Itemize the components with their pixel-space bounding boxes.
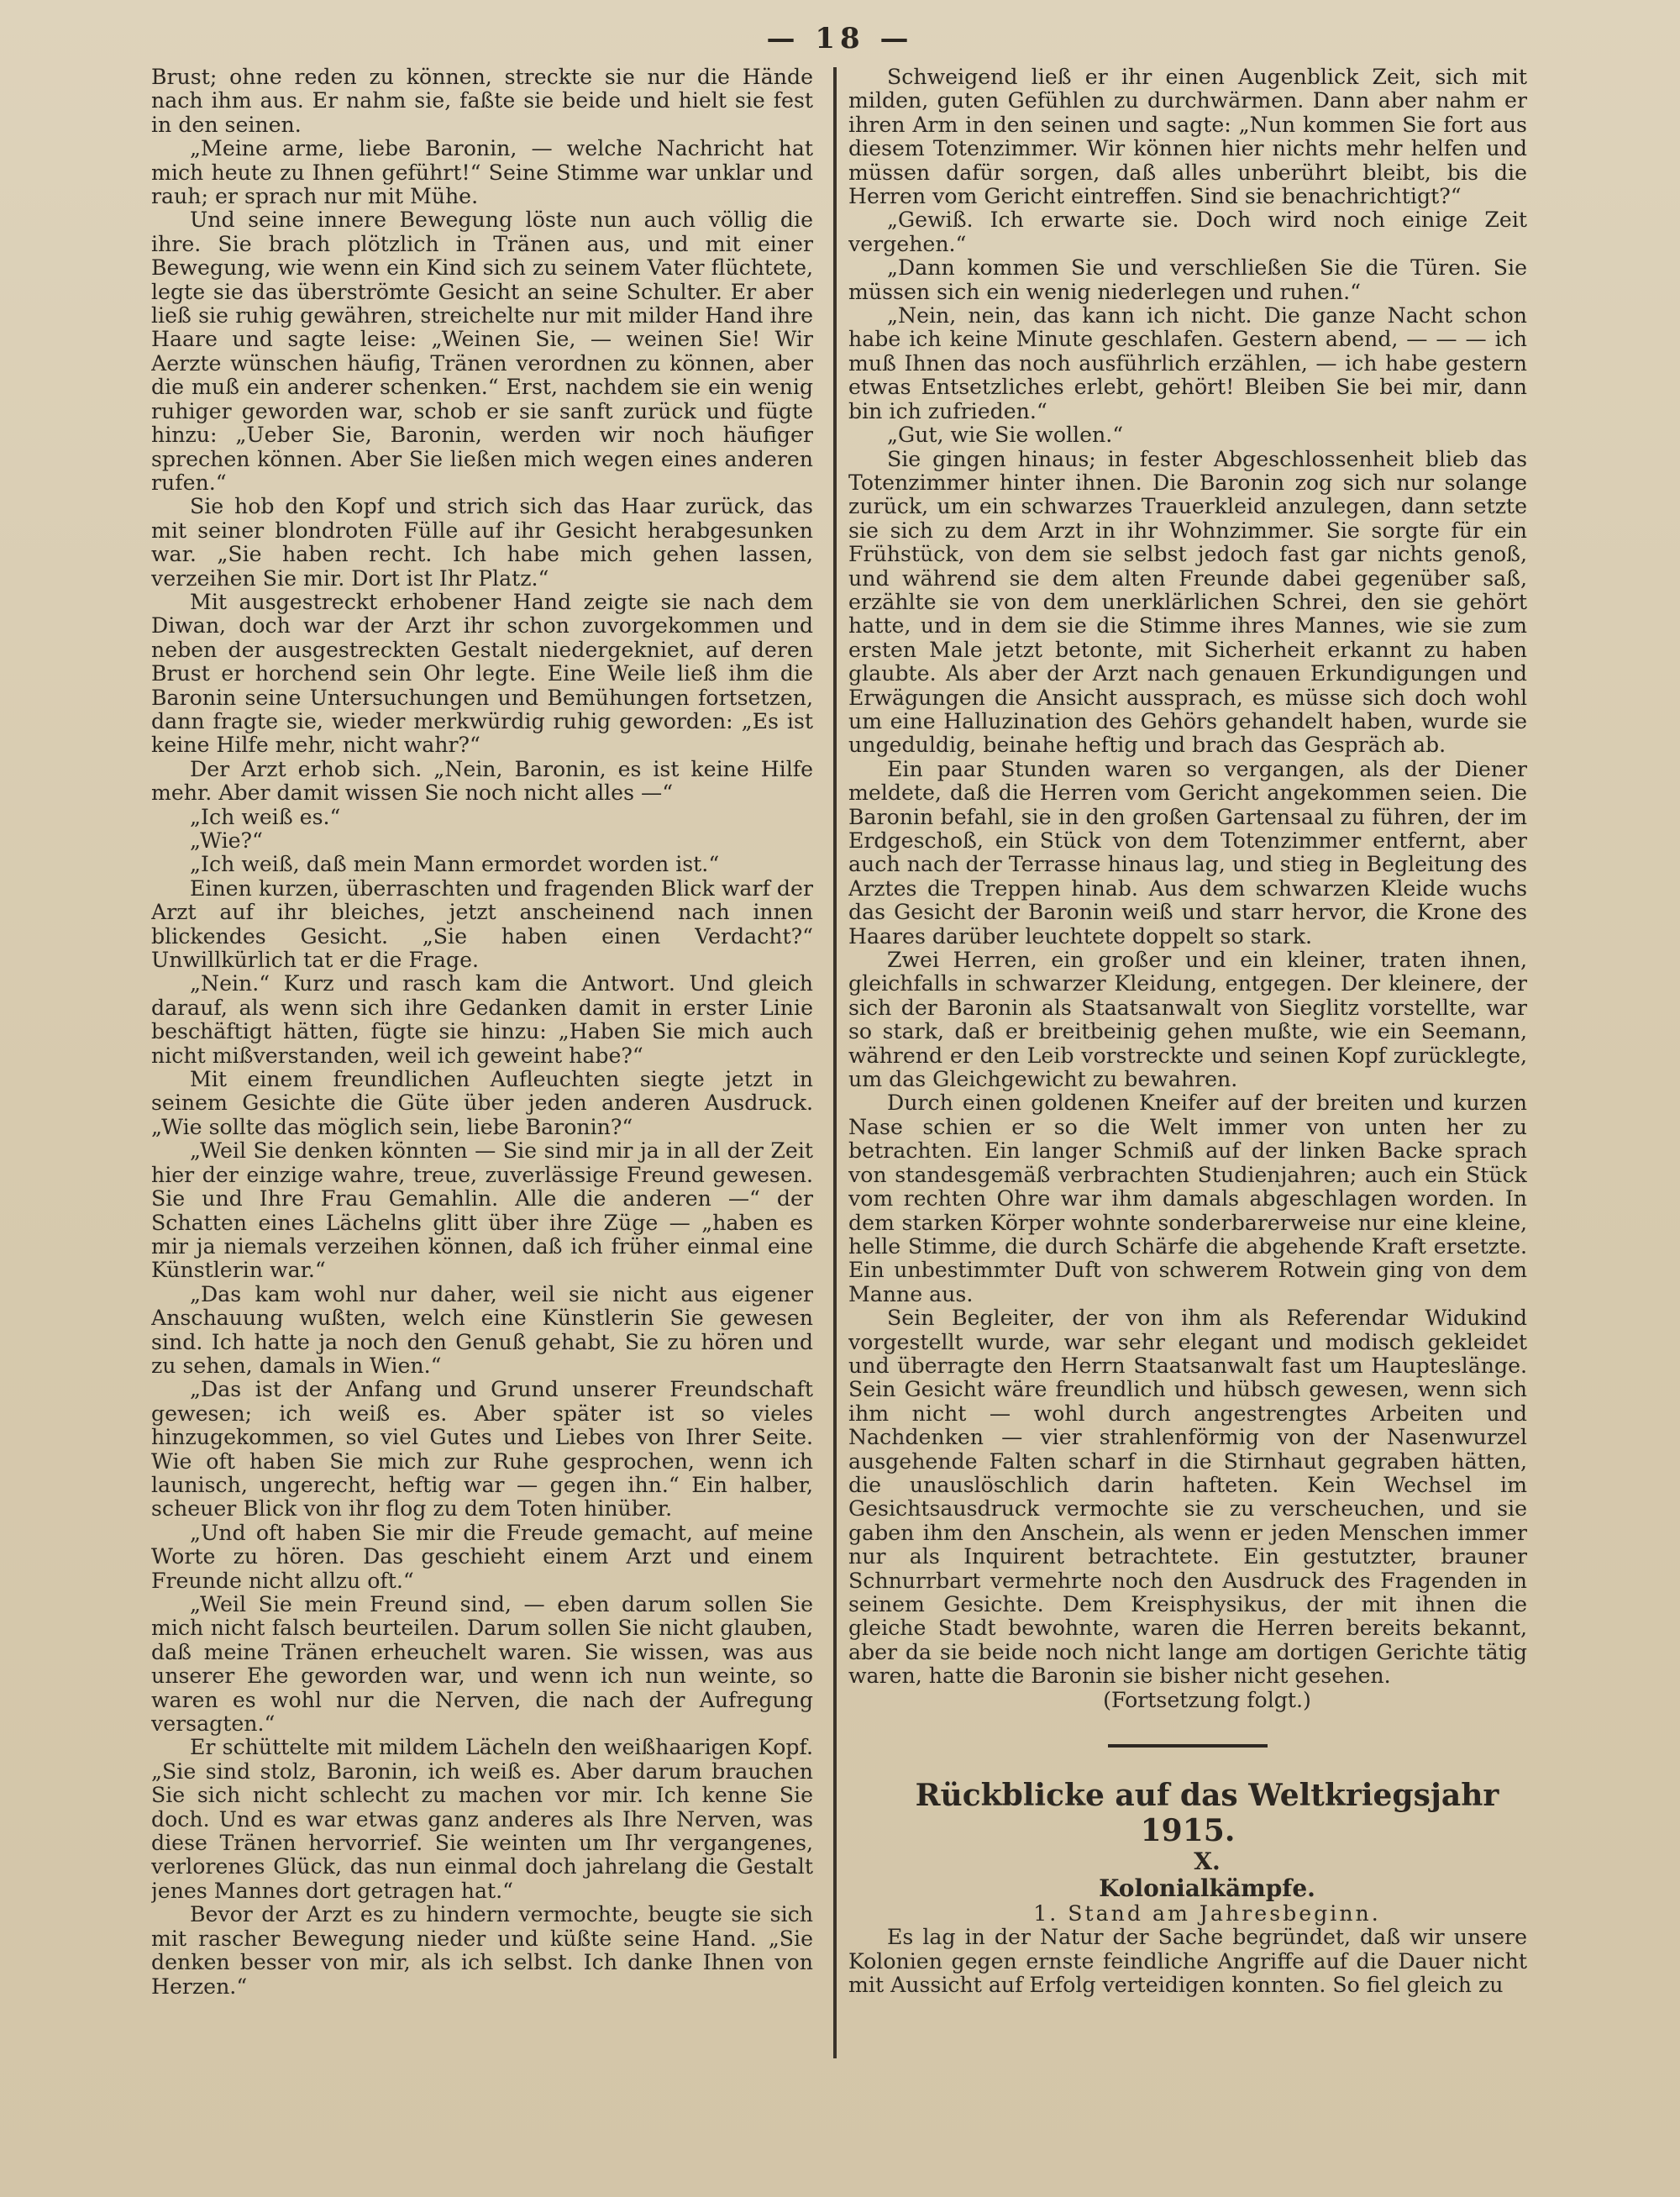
paragraph: Schweigend ließ er ihr einen Augenblick Zeit, sich mit milden, guten Gefühlen zu durchwärmen. Dann aber nahm er ihren Arm in den seinen und sagte: „Nun kommen Sie fort aus diesem Totenzimmer. Wir können hier nichts mehr helfen und müssen dafür sorgen, daß alles unberührt bleibt, bis die Herren vom Gericht eintreffen. Sind sie benachrichtigt?“ [848,66,1527,209]
paragraph: „Das ist der Anfang und Grund unserer Freundschaft gewesen; ich weiß es. Aber später ist so vieles hinzugekommen, so viel Gutes und Liebes von Ihrer Seite. Wie oft haben Sie mich zur Ruhe gesprochen, wenn ich launisch, ungerecht, heftig war — gegen ihn.“ Ein halber, scheuer Blick von ihr flog zu dem Toten hinüber. [151,1377,813,1522]
article-number: X. [1194,1847,1221,1876]
article-title: Rückblicke auf das Weltkriegsjahr 1915. [915,1778,1499,1849]
column-divider [833,67,837,2058]
paragraph: „Ich weiß es.“ [190,804,341,829]
paragraph: „Weil Sie mein Freund sind, — eben darum sollen Sie mich nicht falsch beurteilen. Darum sollen Sie nicht glauben, daß meine Tränen erheuchelt waren. Sie wissen, was aus unserer Ehe geworden war, und wenn ich nun weinte, so waren es wohl nur die Nerven, die nach der Aufregung versagten.“ [151,1592,813,1737]
article-subtitle: Kolonialkämpfe. [1099,1874,1315,1903]
paragraph: Sein Begleiter, der von ihm als Referendar Widukind vorgestellt wurde, war sehr elegant und modisch gekleidet und überragte den Herrn Staatsanwalt fast um Haupteslänge. Sein Gesicht wäre freundlich und hübsch gewesen, wenn sich ihm nicht — wohl durch angestrengtes Arbeiten und Nachdenken — vier strahlenförmig von der Nasenwurzel ausgehende Falten scharf in die Stirnhaut gegraben hätten, die unauslöschlich darin hafteten. Kein Wechsel im Gesichtsausdruck vermochte sie zu verscheuchen, und sie gaben ihm den Anschein, als wenn er jeden Menschen immer nur als Inquirent betrachtete. Ein gestutzter, brauner Schnurrbart vermehrte noch den Ausdruck des Fragenden in seinem Gesichte. Dem Kreisphysikus, der mit ihnen die gleiche Stadt bewohnte, waren die Herren bereits bekannt, aber da sie beide noch nicht lange am dortigen Gerichte tätig waren, hatte die Baronin sie bisher nicht gesehen. [848,1306,1527,1689]
paragraph: „Meine arme, liebe Baronin, — welche Nachricht hat mich heute zu Ihnen geführt!“ Seine Stimme war unklar und rauh; er sprach nur mit Mühe. [151,136,813,209]
paragraph: Sie hob den Kopf und strich sich das Haar zurück, das mit seiner blondroten Fülle auf ihr Gesicht herabgesunken war. „Sie haben recht. Ich habe mich gehen lassen, verzeihen Sie mir. Dort ist Ihr Platz.“ [151,494,813,591]
article-body: Es lag in der Natur der Sache begründet, daß wir unsere Kolonien gegen ernste feindliche Angriffe auf die Dauer nicht mit Aussicht auf Erfolg verteidigen konnten. So fiel gleich zu [848,1925,1527,1998]
paragraph: Mit einem freundlichen Aufleuchten siegte jetzt in seinem Gesichte die Güte über jeden anderen Ausdruck. „Wie sollte das möglich sein, liebe Baronin?“ [151,1067,813,1139]
right-column [848,66,1527,2065]
page-number: — 18 — [766,22,914,55]
paragraph: „Das kam wohl nur daher, weil sie nicht aus eigener Anschauung wußten, welch eine Künstlerin Sie gewesen sind. Ich hatte ja noch den Genuß gehabt, Sie zu hören und zu sehen, damals in Wien.“ [151,1281,813,1378]
paragraph: „Und oft haben Sie mir die Freude gemacht, auf meine Worte zu hören. Das geschieht einem Arzt und einem Freunde nicht allzu oft.“ [151,1520,813,1593]
continuation-note: (Fortsetzung folgt.) [1103,1687,1311,1712]
paragraph: „Nein, nein, das kann ich nicht. Die ganze Nacht schon habe ich keine Minute geschlafen. Gestern abend, — — — ich muß Ihnen das noch ausführlich erzählen, — ich habe gestern etwas Entsetzliches erlebt, gehört! Bleiben Sie bei mir, dann bin ich zufrieden.“ [848,303,1527,423]
paragraph: Zwei Herren, ein großer und ein kleiner, traten ihnen, gleichfalls in schwarzer Kleidung, entgegen. Der kleinere, der sich der Baronin als Staatsanwalt von Sieglitz vorstellte, war so stark, daß er breitbeinig gehen mußte, wie ein Seemann, während er den Leib vorstreckte und seinen Kopf zurücklegte, um das Gleichgewicht zu bewahren. [848,948,1527,1092]
section-rule [1108,1744,1268,1748]
paragraph: „Dann kommen Sie und verschließen Sie die Türen. Sie müssen sich ein wenig niederlegen und ruhen.“ [848,255,1527,304]
left-column [151,66,813,2065]
paragraph: Einen kurzen, überraschten und fragenden Blick warf der Arzt auf ihr bleiches, jetzt anscheinend nach innen blickendes Gesicht. „Sie haben einen Verdacht?“ Unwillkürlich tat er die Frage. [151,875,813,973]
paragraph: Ein paar Stunden waren so vergangen, als der Diener meldete, daß die Herren vom Gericht angekommen seien. Die Baronin befahl, sie in den großen Gartensaal zu führen, der im Erdgeschoß, ein Stück von dem Totenzimmer entfernt, aber auch nach der Terrasse hinaus lag, und stieg in Begleitung des Arztes die Treppen hinab. Aus dem schwarzen Kleide wuchs das Gesicht der Baronin weiß und starr hervor, die Krone des Haares darüber leuchtete doppelt so stark. [848,756,1527,949]
paragraph: Mit ausgestreckt erhobener Hand zeigte sie nach dem Diwan, doch war der Arzt ihr schon zuvorgekommen und neben der ausgestreckten Gestalt niedergekniet, auf deren Brust er horchend sein Ohr legte. Eine Weile ließ ihm die Baronin seine Untersuchungen und Bemühungen fortsetzen, dann fragte sie, wieder merkwürdig ruhig geworden: „Es ist keine Hilfe mehr, nicht wahr?“ [151,589,813,758]
section-heading: 1. Stand am Jahresbeginn. [1033,1901,1381,1926]
paragraph: „Weil Sie denken könnten — Sie sind mir ja in all der Zeit hier der einzige wahre, treue, zuverlässige Freund gewesen. Sie und Ihre Frau Gemahlin. Alle die anderen —“ der Schatten eines Lächelns glitt über ihre Züge — „haben es mir ja niemals verzeihen können, daß ich früher einmal eine Künstlerin war.“ [151,1138,813,1283]
paragraph: Sie gingen hinaus; in fester Abgeschlossenheit blieb das Totenzimmer hinter ihnen. Die Baronin zog sich nur solange zurück, um ein schwarzes Trauerkleid anzulegen, dann setzte sie sich zu dem Arzt in ihr Wohnzimmer. Sie sorgte für ein Frühstück, von dem sie selbst jedoch fast gar nichts genoß, und während sie dem alten Freunde dabei gegenüber saß, erzählte sie von dem unerklärlichen Schrei, den sie gehört hatte, und in dem sie die Stimme ihres Mannes, wie sie zum ersten Male jetzt betonte, mit Sicherheit erkannt zu haben glaubte. Als aber der Arzt nach genauen Erkundigungen und Erwägungen die Ansicht aussprach, es müsse sich doch wohl um eine Halluzination des Gehörs gehandelt haben, wurde sie ungeduldig, beinahe heftig und brach das Gespräch ab. [848,446,1527,758]
paragraph: Durch einen goldenen Kneifer auf der breiten und kurzen Nase schien er so die Welt immer von unten her zu betrachten. Ein langer Schmiß auf der linken Backe sprach von standesgemäß verbrachten Studienjahren; auch ein Stück vom rechten Ohre war ihm damals abgeschlagen worden. In dem starken Körper wohnte sonderbarerweise nur eine kleine, helle Stimme, die durch Schärfe die abgehende Kraft ersetzte. Ein unbestimmter Duft von schwerem Rotwein ging von dem Manne aus. [848,1091,1527,1306]
paragraph: „Ich weiß, daß mein Mann ermordet worden ist.“ [190,852,720,877]
paragraph: „Nein.“ Kurz und rasch kam die Antwort. Und gleich darauf, als wenn sich ihre Gedanken damit in erster Linie beschäftigt hätten, fügte sie hinzu: „Haben Sie mich auch nicht mißverstanden, weil ich geweint habe?“ [151,971,813,1068]
paragraph: Brust; ohne reden zu können, streckte sie nur die Hände nach ihm aus. Er nahm sie, faßte sie beide und hielt sie fest in den seinen. [151,66,813,137]
paragraph: Der Arzt erhob sich. „Nein, Baronin, es ist keine Hilfe mehr. Aber damit wissen Sie noch nicht alles —“ [151,756,813,806]
paragraph: „Gut, wie Sie wollen.“ [887,423,1124,448]
paragraph: Und seine innere Bewegung löste nun auch völlig die ihre. Sie brach plötzlich in Tränen aus, und mit einer Bewegung, wie wenn ein Kind sich zu seinem Vater flüchtete, legte sie das überströmte Gesicht an seine Schulter. Er aber ließ sie ruhig gewähren, streichelte nur mit milder Hand ihre Haare und sagte leise: „Weinen Sie, — weinen Sie! Wir Aerzte wünschen häufig, Tränen verordnen zu können, aber die muß ein anderer schenken.“ Erst, nachdem sie ein wenig ruhiger geworden war, schob er sie sanft zurück und fügte hinzu: „Ueber Sie, Baronin, werden wir noch häufiger sprechen können. Aber Sie ließen mich wegen eines anderen rufen.“ [151,208,813,495]
paragraph: Er schüttelte mit mildem Lächeln den weißhaarigen Kopf. „Sie sind stolz, Baronin, ich weiß es. Aber darum brauchen Sie sich nicht schlecht zu machen vor mir. Ich kenne Sie doch. Und es war etwas ganz anderes als Ihre Nerven, was diese Tränen hervorrief. Sie weinten um Ihr vergangenes, verlorenes Glück, das nun einmal doch jahrelang die Gestalt jenes Mannes dort getragen hat.“ [151,1735,813,1903]
paragraph: „Gewiß. Ich erwarte sie. Doch wird noch einige Zeit vergehen.“ [848,208,1527,256]
paragraph: „Wie?“ [190,828,263,853]
paragraph: Bevor der Arzt es zu hindern vermochte, beugte sie sich mit rascher Bewegung nieder und küßte seine Hand. „Sie denken besser von mir, als ich selbst. Ich danke Ihnen von Herzen.“ [151,1902,813,1999]
